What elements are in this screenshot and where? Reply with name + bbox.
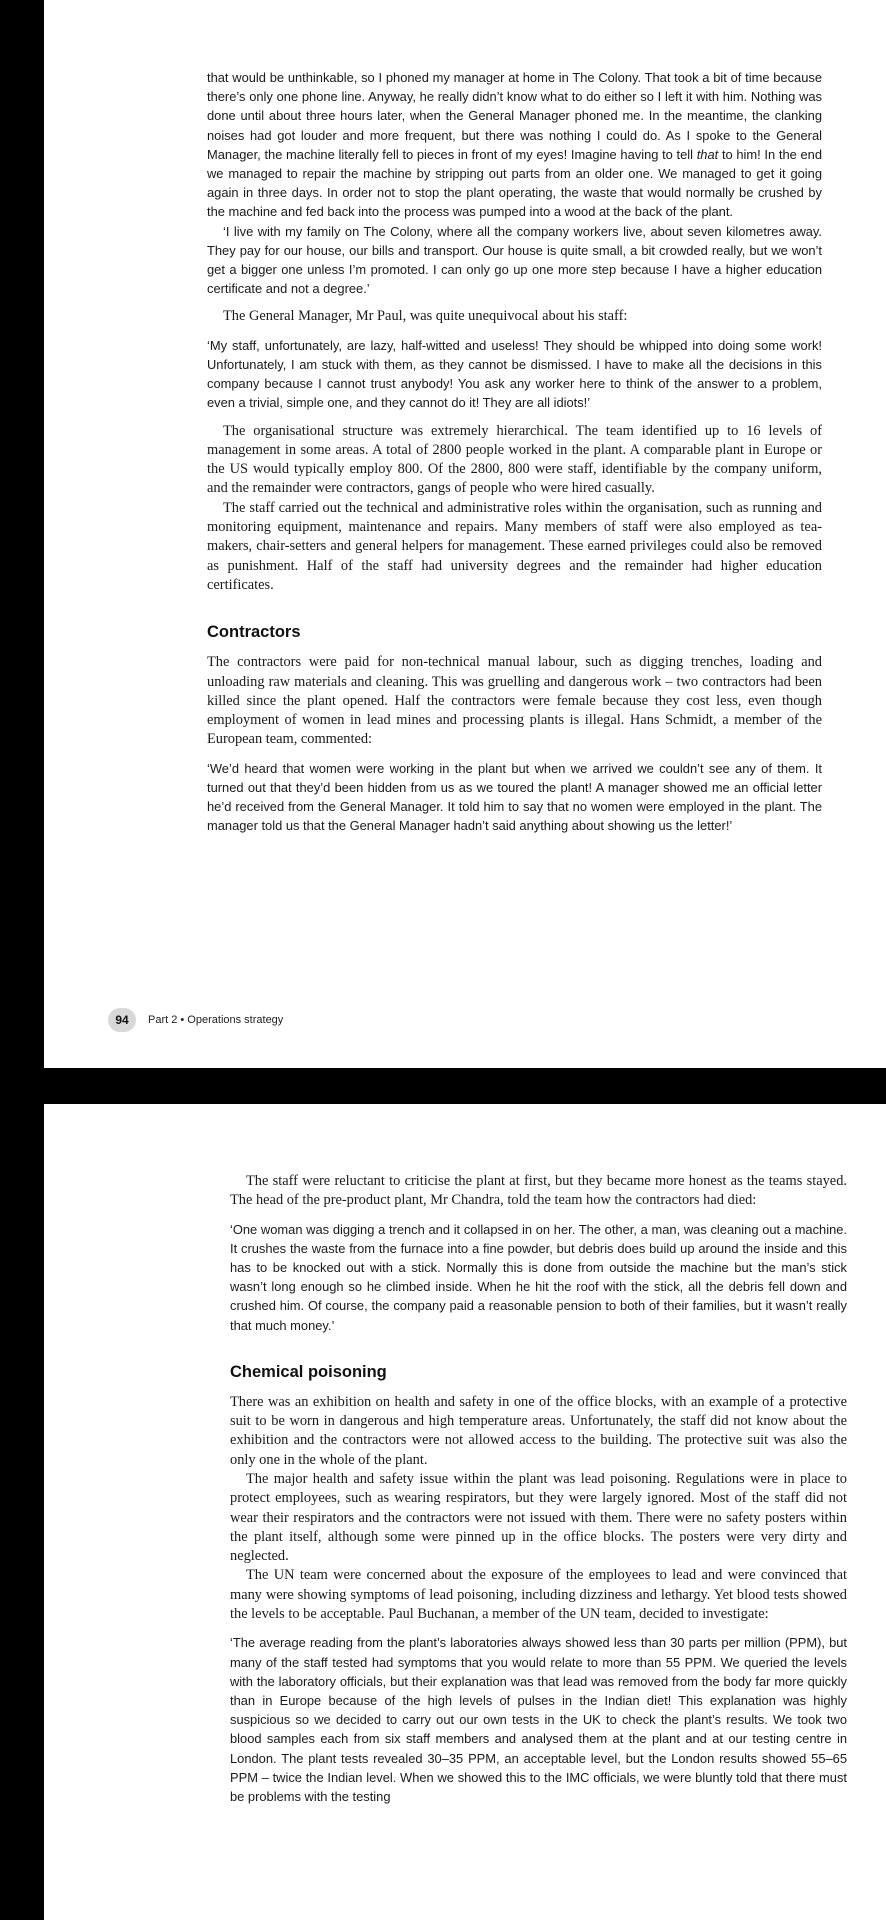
un-team-paragraph: The UN team were concerned about the exposure of the employees to lead and were convinced that many were showing symptoms of lead poisoning, including dizziness and lethargy. Yet blood tests showed the levels to be acceptable. Paul Buchanan, a member of the UN team, decided to investigate:	[230, 1567, 847, 1623]
interview-continuation: that would be unthinkable, so I phoned my manager at home in The Colony. That took a bit of time because there’s only one phone line. Anyway, he really didn’t know what to do either so I left it with him. Nothing was done until about three hours later, when the General Manager phoned me. In the meantime, the clanking noises had got louder and more frequent, but there was nothing I could do. As I spoke to the General Manager, the machine literally fell to pieces in front of my eyes! Imagine having to tell that to him! In the end we managed to repair the machine by stripping out parts from an older one. We managed to get it going again in three days. In order not to stop the plant operating, the waste that would normally be crushed by the machine and fed back into the process was pumped into a wood at the back of the plant.	[207, 70, 822, 220]
contractors-paragraph: The contractors were paid for non-technical manual labour, such as digging trenches, loading and unloading raw materials and cleaning. This was gruelling and dangerous work – two contractors had been killed since the plant opened. Half the contractors were female because they cost less, even though employment of women in lead mines and processing plants is illegal. Hans Schmidt, a member of the European team, commented:	[207, 654, 822, 748]
staff-reluctant-paragraph: The staff were reluctant to criticise the plant at first, but they became more honest as the teams stayed. The head of the pre-product plant, Mr Chandra, told the team how the contractors had died:	[230, 1173, 847, 1209]
hans-schmidt-quote: ‘We’d heard that women were working in the plant but when we arrived we couldn’t see any of them. It turned out that they’d been hidden from us as we toured the plant! A manager showed me an official letter he’d received from the General Manager. It told him to say that no women were employed in the plant. The manager told us that the General Manager hadn’t said anything about showing us the letter!’	[207, 760, 822, 834]
interview-colony-quote: ‘I live with my family on The Colony, where all the company workers live, about seven kilometres away. They pay for our house, our bills and transport. Our house is quite small, a bit crowded really, but we won’t get a bigger one unless I’m promoted. I can only go up one more step because I have a higher education certificate and not a degree.’	[207, 223, 822, 297]
book-page-94	[44, 0, 886, 1068]
lead-poisoning-paragraph: The major health and safety issue within the plant was lead poisoning. Regulations were in place to protect employees, such as wearing respirators, but they were largely ignored. Most of the staff did not wear their respirators and the contractors were not issued with them. There were no safety posters within the plant itself, although some were pinned up in the office blocks. The posters were very dirty and neglected.	[230, 1471, 847, 1565]
general-manager-intro: The General Manager, Mr Paul, was quite unequivocal about his staff:	[223, 308, 628, 325]
paul-buchanan-quote: ‘The average reading from the plant’s laboratories always showed less than 30 parts per million (PPM), but many of the staff tested had symptoms that you would relate to more than 55 PPM. We queried the levels with the laboratory officials, but their explanation was that lead was removed from the body far more quickly than in Europe because of the high levels of pulses in the Indian diet! This explanation was highly suspicious so we decided to carry out our own tests in the UK to check the plant’s results. We took two blood samples each from six staff members and analysed them at the plant and at our testing centre in London. The plant tests revealed 30–35 PPM, an acceptable level, but the London results showed 55–65 PPM – twice the Indian level. When we showed this to the IMC officials, we were bluntly told that there must be problems with the testing	[230, 1635, 847, 1804]
running-footer-label: Part 2 • Operations strategy	[148, 1014, 284, 1026]
page-95-text-column	[230, 1172, 847, 1806]
general-manager-quote: ‘My staff, unfortunately, are lazy, half-witted and useless! They should be whipped into doing some work! Unfortunately, I am stuck with them, as they cannot be dismissed. I have to make all the decisions in this company because I cannot trust anybody! You ask any worker here to think of the answer to a problem, even a trivial, simple one, and they cannot do it! They are all idiots!’	[207, 337, 822, 411]
emphasis-that: that	[696, 146, 719, 162]
org-structure-paragraph: The organisational structure was extremely hierarchical. The team identified up to 16 levels of management in some areas. A total of 2800 people worked in the plant. A comparable plant in Europe or the US would typically employ 800. Of the 2800, 800 were staff, identifiable by the company uniform, and the remainder were contractors, gangs of people who were hired casually.	[207, 422, 822, 497]
staff-roles-paragraph: The staff carried out the technical and administrative roles within the organisation, such as running and monitoring equipment, maintenance and repairs. Many members of staff were also employed as tea-makers, chair-setters and general helpers for management. These earned privileges could also be removed as punishment. Half of the staff had university degrees and the remainder had higher education certificates.	[207, 499, 822, 593]
book-page-95	[44, 1104, 886, 1920]
page-94-text-column	[207, 68, 822, 836]
section-heading-chemical-poisoning: Chemical poisoning	[230, 1362, 387, 1381]
section-heading-contractors: Contractors	[207, 623, 301, 642]
page-number-badge: 94	[108, 1008, 136, 1032]
exhibition-paragraph: There was an exhibition on health and safety in one of the office blocks, with an example of a protective suit to be worn in dangerous and high temperature areas. Unfortunately, the staff did not know about the exhibition and the contractors were not allowed access to the building. The protective suit was also the only one in the whole of the plant.	[230, 1393, 847, 1468]
mr-chandra-quote: ‘One woman was digging a trench and it collapsed in on her. The other, a man, was cleaning out a machine. It crushes the waste from the furnace into a fine powder, but debris does build up around the inside and this has to be knocked out with a stick. Normally this is done from outside the machine but the man’s stick wasn’t long enough so he climbed inside. When he hit the roof with the stick, all the debris fell down and crushed him. Of course, the company paid a reasonable pension to both of their families, but it wasn’t really that much money.’	[230, 1221, 847, 1333]
